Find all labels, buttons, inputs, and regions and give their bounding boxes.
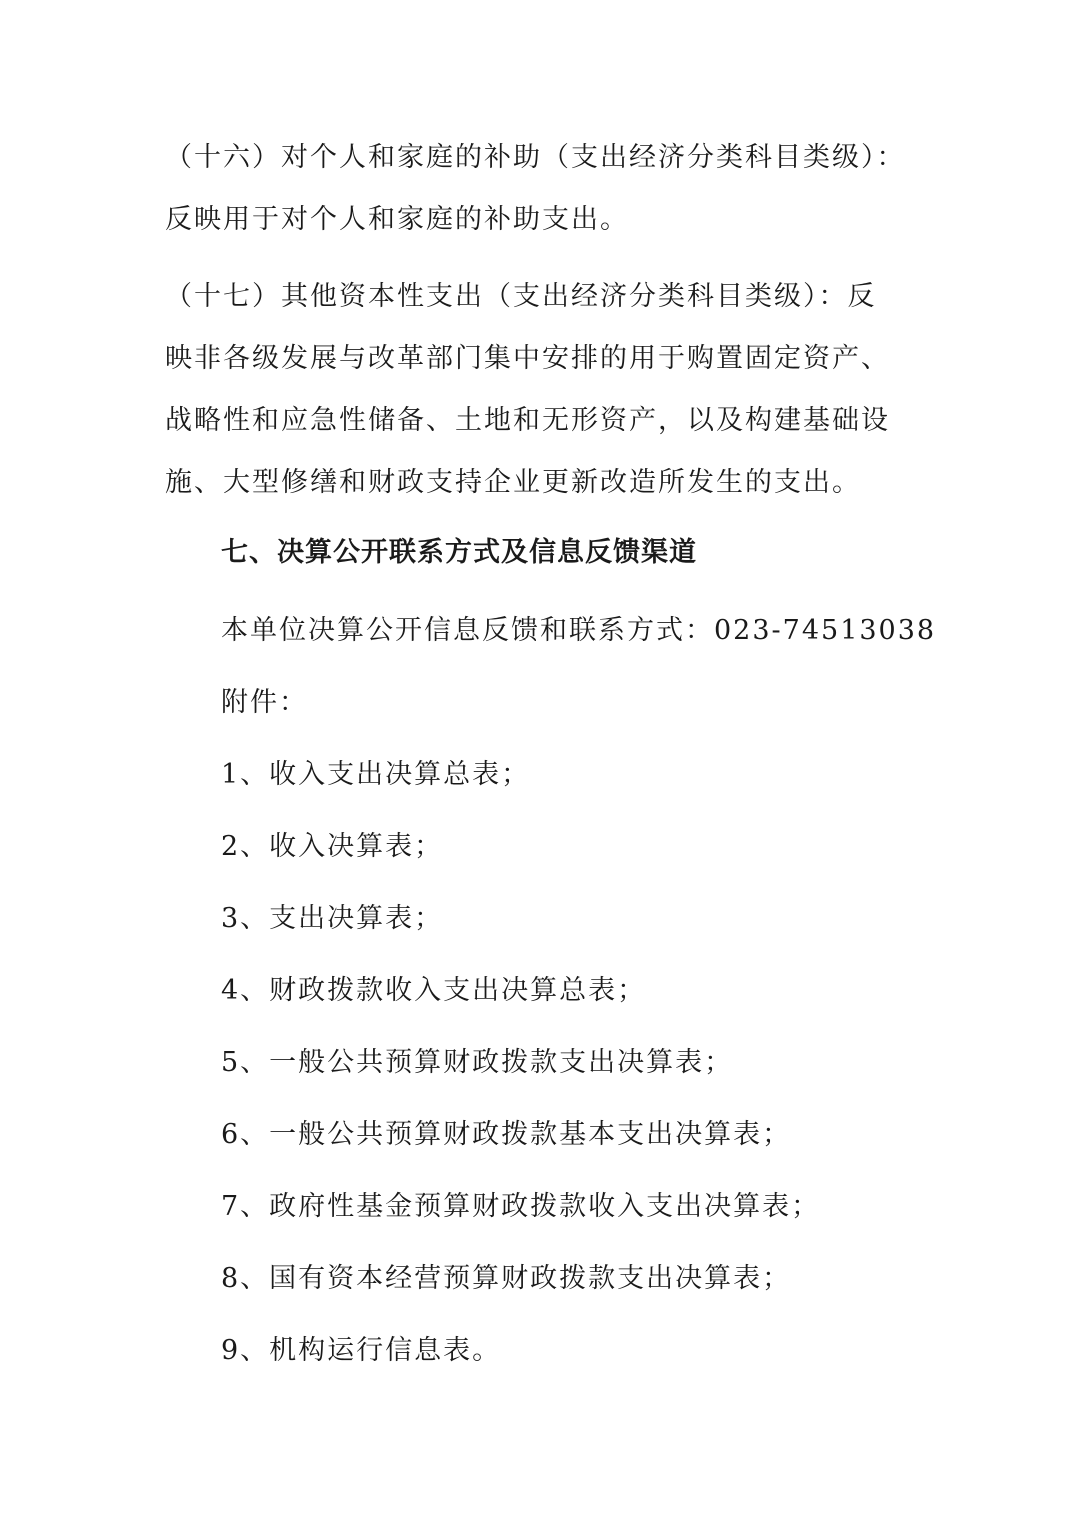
attachment-item: 4、财政拨款收入支出决算总表；	[221, 975, 647, 1006]
attachment-item: 3、支出决算表；	[221, 903, 444, 934]
paragraph-line: 战略性和应急性储备、土地和无形资产，以及构建基础设	[165, 405, 890, 436]
attachment-item: 9、机构运行信息表。	[221, 1335, 502, 1366]
attachment-item: 2、收入决算表；	[221, 831, 444, 862]
contact-line: 本单位决算公开信息反馈和联系方式：023-74513038	[221, 615, 937, 646]
attachments-label: 附件：	[221, 687, 308, 718]
paragraph-subsidy-individuals	[165, 127, 906, 251]
paragraph-line: 反映用于对个人和家庭的补助支出。	[165, 204, 629, 235]
attachment-item: 7、政府性基金预算财政拨款收入支出决算表；	[221, 1191, 821, 1222]
paragraph-other-capital-expenditure	[165, 266, 895, 514]
attachment-item: 1、收入支出决算总表；	[221, 759, 531, 790]
paragraph-line: （十七）其他资本性支出（支出经济分类科目类级）：反	[165, 281, 877, 312]
section-heading: 七、决算公开联系方式及信息反馈渠道	[221, 537, 697, 568]
attachment-item: 5、一般公共预算财政拨款支出决算表；	[221, 1047, 734, 1078]
paragraph-line: （十六）对个人和家庭的补助（支出经济分类科目类级）：	[165, 142, 906, 173]
paragraph-line: 施、大型修缮和财政支持企业更新改造所发生的支出。	[165, 467, 861, 498]
attachment-item: 8、国有资本经营预算财政拨款支出决算表；	[221, 1263, 792, 1294]
attachments-list	[221, 744, 820, 1392]
paragraph-line: 映非各级发展与改革部门集中安排的用于购置固定资产、	[165, 343, 890, 374]
attachment-item: 6、一般公共预算财政拨款基本支出决算表；	[221, 1119, 792, 1150]
